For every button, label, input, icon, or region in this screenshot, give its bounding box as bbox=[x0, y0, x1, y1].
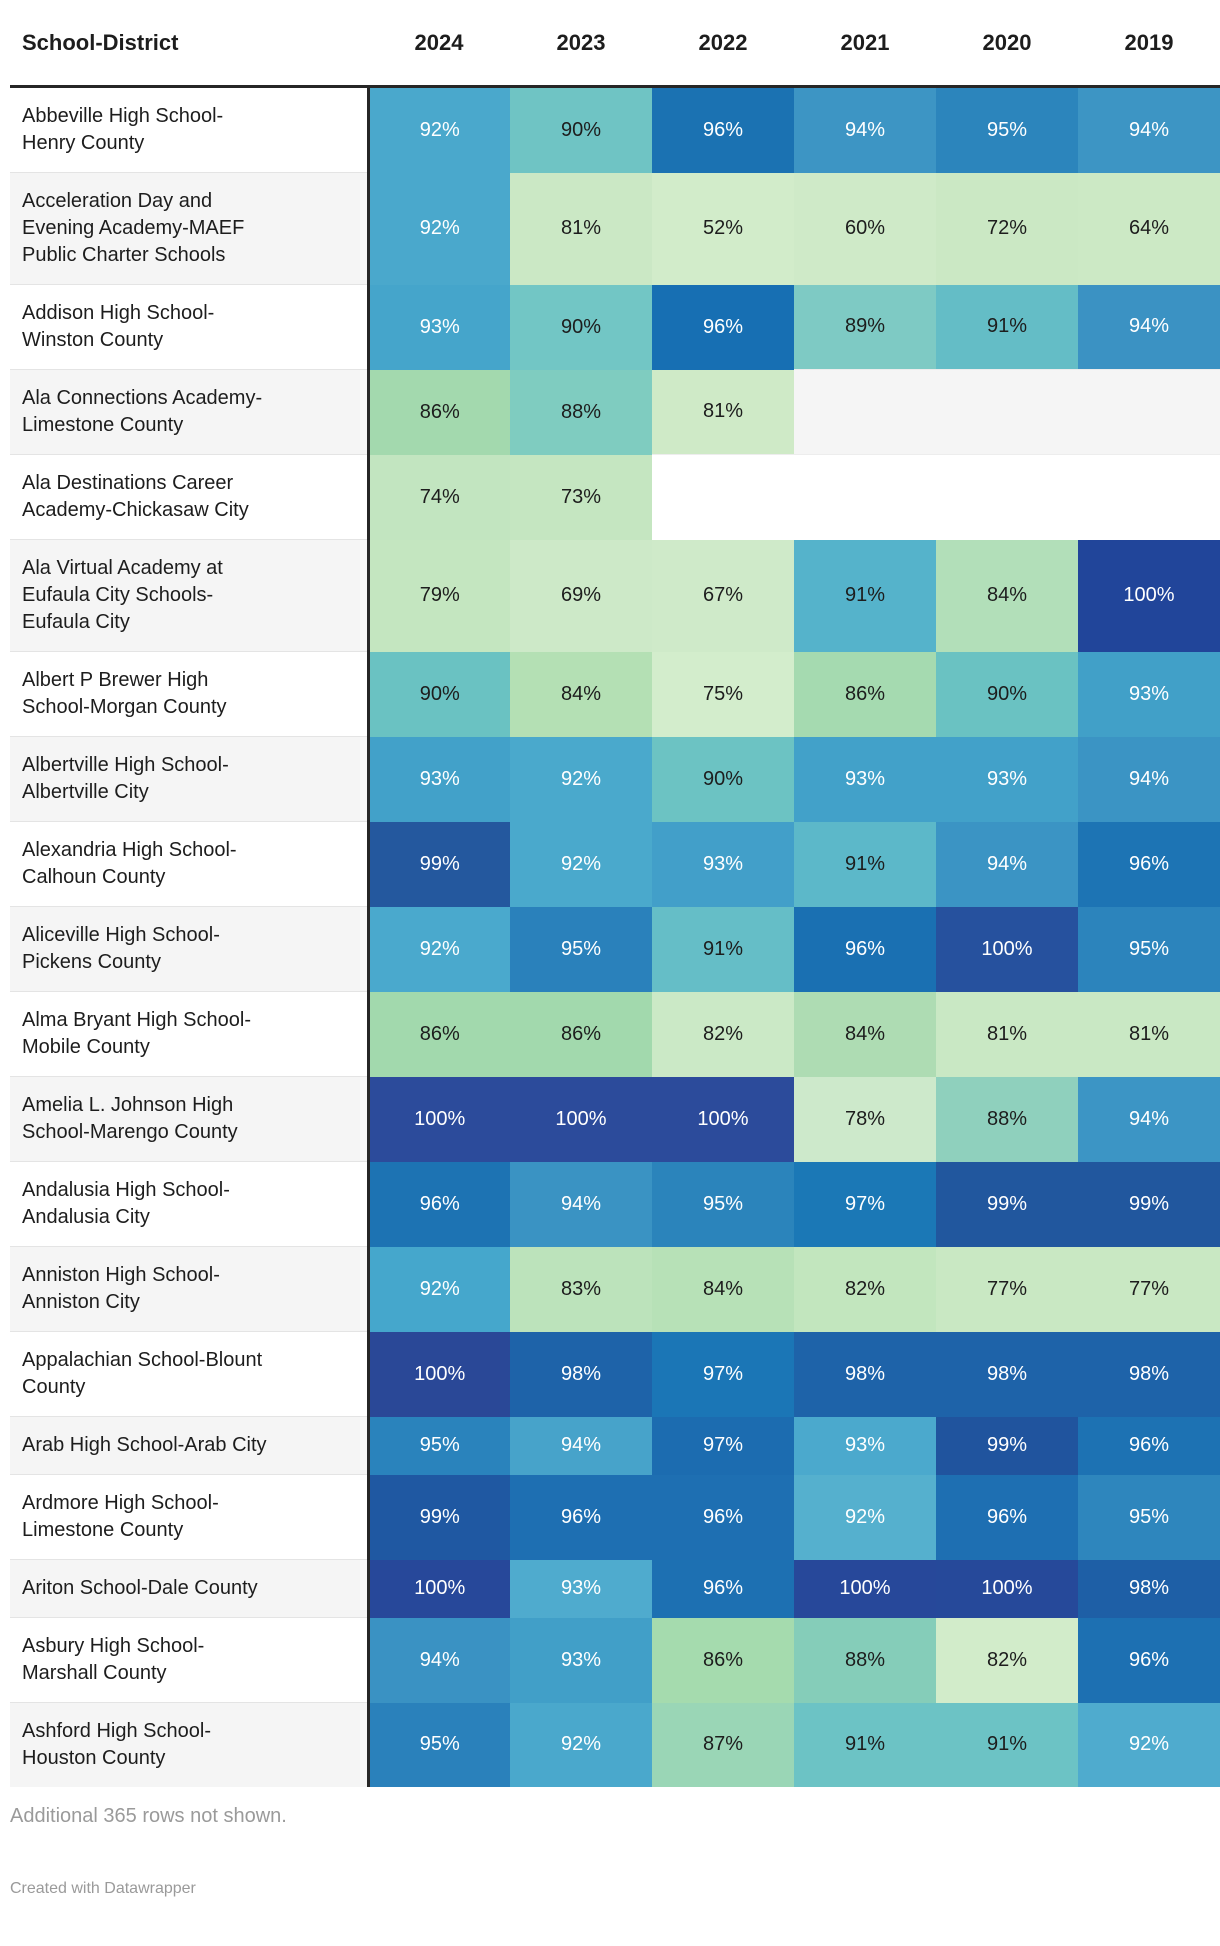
value-cell: 95% bbox=[1078, 907, 1220, 992]
value-cell: 88% bbox=[936, 1077, 1078, 1162]
value-cell: 97% bbox=[794, 1162, 936, 1247]
table-row bbox=[10, 173, 1220, 285]
value-cell: 97% bbox=[652, 1332, 794, 1417]
value-cell: 92% bbox=[510, 1703, 652, 1788]
value-cell: 96% bbox=[794, 907, 936, 992]
value-cell: 75% bbox=[652, 652, 794, 737]
row-label: Ariton School-Dale County bbox=[10, 1560, 368, 1618]
value-cell: 96% bbox=[1078, 1618, 1220, 1703]
row-label: Albert P Brewer High School-Morgan County bbox=[10, 652, 368, 737]
value-cell: 86% bbox=[652, 1618, 794, 1703]
value-cell: 99% bbox=[936, 1417, 1078, 1475]
value-cell: 82% bbox=[652, 992, 794, 1077]
value-cell: 96% bbox=[652, 1475, 794, 1560]
value-cell: 96% bbox=[652, 1560, 794, 1618]
column-header-2019: 2019 bbox=[1124, 29, 1174, 55]
value-cell: 93% bbox=[510, 1618, 652, 1703]
value-cell: 98% bbox=[1078, 1332, 1220, 1417]
value-cell: 100% bbox=[1078, 540, 1220, 652]
table-row bbox=[10, 285, 1220, 370]
value-cell: 78% bbox=[794, 1077, 936, 1162]
value-cell: 99% bbox=[368, 1475, 510, 1560]
table-row bbox=[10, 737, 1220, 822]
value-cell: 81% bbox=[1078, 992, 1220, 1077]
value-cell: 91% bbox=[936, 1703, 1078, 1788]
column-header-2023: 2023 bbox=[556, 29, 606, 55]
value-cell: 92% bbox=[794, 1475, 936, 1560]
value-cell: 64% bbox=[1078, 173, 1220, 285]
row-label: Addison High School- Winston County bbox=[10, 285, 368, 370]
table-row bbox=[10, 992, 1220, 1077]
value-cell: 96% bbox=[510, 1475, 652, 1560]
value-cell: 94% bbox=[794, 87, 936, 173]
value-cell: 95% bbox=[510, 907, 652, 992]
table-row bbox=[10, 1475, 1220, 1560]
empty-cell bbox=[652, 455, 794, 540]
row-label: Alexandria High School- Calhoun County bbox=[10, 822, 368, 907]
value-cell: 74% bbox=[368, 455, 510, 540]
row-label: Alma Bryant High School- Mobile County bbox=[10, 992, 368, 1077]
value-cell: 87% bbox=[652, 1703, 794, 1788]
column-header-2020: 2020 bbox=[982, 29, 1032, 55]
table-row bbox=[10, 1332, 1220, 1417]
value-cell: 95% bbox=[368, 1703, 510, 1788]
row-label: Abbeville High School- Henry County bbox=[10, 87, 368, 173]
value-cell: 95% bbox=[1078, 1475, 1220, 1560]
row-label: Ardmore High School- Limestone County bbox=[10, 1475, 368, 1560]
value-cell: 94% bbox=[936, 822, 1078, 907]
value-cell: 84% bbox=[510, 652, 652, 737]
value-cell: 99% bbox=[936, 1162, 1078, 1247]
value-cell: 88% bbox=[510, 370, 652, 455]
row-label: Acceleration Day and Evening Academy-MAEF Public Charter Schools bbox=[10, 173, 368, 285]
value-cell: 90% bbox=[936, 652, 1078, 737]
value-cell: 82% bbox=[936, 1618, 1078, 1703]
row-label: Albertville High School- Albertville City bbox=[10, 737, 368, 822]
graduation-rate-table bbox=[10, 0, 1220, 1787]
value-cell: 88% bbox=[794, 1618, 936, 1703]
value-cell: 84% bbox=[794, 992, 936, 1077]
row-label: Anniston High School- Anniston City bbox=[10, 1247, 368, 1332]
table-row bbox=[10, 455, 1220, 540]
value-cell: 94% bbox=[510, 1417, 652, 1475]
table-row bbox=[10, 87, 1220, 173]
value-cell: 98% bbox=[1078, 1560, 1220, 1618]
empty-cell bbox=[936, 455, 1078, 540]
value-cell: 91% bbox=[936, 285, 1078, 370]
value-cell: 98% bbox=[510, 1332, 652, 1417]
row-label: Aliceville High School- Pickens County bbox=[10, 907, 368, 992]
row-label: Ala Virtual Academy at Eufaula City Schools- Eufaula City bbox=[10, 540, 368, 652]
value-cell: 92% bbox=[510, 822, 652, 907]
value-cell: 84% bbox=[936, 540, 1078, 652]
value-cell: 100% bbox=[368, 1560, 510, 1618]
value-cell: 86% bbox=[510, 992, 652, 1077]
row-label: Arab High School-Arab City bbox=[10, 1417, 368, 1475]
value-cell: 93% bbox=[794, 737, 936, 822]
value-cell: 99% bbox=[368, 822, 510, 907]
empty-cell bbox=[936, 370, 1078, 455]
value-cell: 92% bbox=[368, 173, 510, 285]
value-cell: 95% bbox=[368, 1417, 510, 1475]
value-cell: 69% bbox=[510, 540, 652, 652]
value-cell: 84% bbox=[652, 1247, 794, 1332]
value-cell: 94% bbox=[1078, 737, 1220, 822]
value-cell: 86% bbox=[794, 652, 936, 737]
column-header-school-district: School-District bbox=[22, 29, 179, 55]
value-cell: 82% bbox=[794, 1247, 936, 1332]
value-cell: 93% bbox=[1078, 652, 1220, 737]
value-cell: 96% bbox=[936, 1475, 1078, 1560]
value-cell: 92% bbox=[368, 907, 510, 992]
value-cell: 86% bbox=[368, 992, 510, 1077]
value-cell: 100% bbox=[936, 907, 1078, 992]
value-cell: 86% bbox=[368, 370, 510, 455]
value-cell: 96% bbox=[368, 1162, 510, 1247]
value-cell: 96% bbox=[652, 285, 794, 370]
value-cell: 96% bbox=[1078, 1417, 1220, 1475]
table-row bbox=[10, 652, 1220, 737]
row-label: Andalusia High School- Andalusia City bbox=[10, 1162, 368, 1247]
value-cell: 94% bbox=[1078, 285, 1220, 370]
value-cell: 93% bbox=[652, 822, 794, 907]
value-cell: 98% bbox=[936, 1332, 1078, 1417]
value-cell: 100% bbox=[510, 1077, 652, 1162]
value-cell: 77% bbox=[936, 1247, 1078, 1332]
row-label: Asbury High School- Marshall County bbox=[10, 1618, 368, 1703]
value-cell: 73% bbox=[510, 455, 652, 540]
row-label: Appalachian School-Blount County bbox=[10, 1332, 368, 1417]
row-label: Ala Connections Academy- Limestone County bbox=[10, 370, 368, 455]
value-cell: 91% bbox=[652, 907, 794, 992]
empty-cell bbox=[1078, 370, 1220, 455]
empty-cell bbox=[1078, 455, 1220, 540]
row-label: Amelia L. Johnson High School-Marengo County bbox=[10, 1077, 368, 1162]
table-row bbox=[10, 1247, 1220, 1332]
column-header-2021: 2021 bbox=[840, 29, 890, 55]
value-cell: 96% bbox=[652, 87, 794, 173]
value-cell: 77% bbox=[1078, 1247, 1220, 1332]
value-cell: 93% bbox=[368, 737, 510, 822]
value-cell: 100% bbox=[652, 1077, 794, 1162]
table-row bbox=[10, 540, 1220, 652]
value-cell: 90% bbox=[652, 737, 794, 822]
column-header-2024: 2024 bbox=[414, 29, 464, 55]
footnote: Additional 365 rows not shown. bbox=[10, 1805, 287, 1827]
value-cell: 81% bbox=[510, 173, 652, 285]
value-cell: 100% bbox=[368, 1332, 510, 1417]
value-cell: 92% bbox=[368, 87, 510, 173]
row-label: Ashford High School- Houston County bbox=[10, 1703, 368, 1788]
table-row bbox=[10, 1077, 1220, 1162]
value-cell: 83% bbox=[510, 1247, 652, 1332]
value-cell: 93% bbox=[368, 285, 510, 370]
column-header-2022: 2022 bbox=[698, 29, 748, 55]
value-cell: 81% bbox=[652, 370, 794, 455]
table-row bbox=[10, 1560, 1220, 1618]
value-cell: 60% bbox=[794, 173, 936, 285]
empty-cell bbox=[794, 455, 936, 540]
value-cell: 97% bbox=[652, 1417, 794, 1475]
value-cell: 94% bbox=[1078, 87, 1220, 173]
table-row bbox=[10, 1162, 1220, 1247]
value-cell: 93% bbox=[794, 1417, 936, 1475]
value-cell: 94% bbox=[368, 1618, 510, 1703]
value-cell: 91% bbox=[794, 1703, 936, 1788]
value-cell: 92% bbox=[368, 1247, 510, 1332]
value-cell: 92% bbox=[1078, 1703, 1220, 1788]
table-row bbox=[10, 370, 1220, 455]
value-cell: 72% bbox=[936, 173, 1078, 285]
value-cell: 99% bbox=[1078, 1162, 1220, 1247]
value-cell: 90% bbox=[510, 87, 652, 173]
table-row bbox=[10, 822, 1220, 907]
table-row bbox=[10, 1618, 1220, 1703]
table-row bbox=[10, 1703, 1220, 1788]
value-cell: 98% bbox=[794, 1332, 936, 1417]
value-cell: 91% bbox=[794, 822, 936, 907]
value-cell: 92% bbox=[510, 737, 652, 822]
table-row bbox=[10, 907, 1220, 992]
value-cell: 90% bbox=[510, 285, 652, 370]
value-cell: 91% bbox=[794, 540, 936, 652]
value-cell: 81% bbox=[936, 992, 1078, 1077]
value-cell: 79% bbox=[368, 540, 510, 652]
value-cell: 67% bbox=[652, 540, 794, 652]
value-cell: 93% bbox=[936, 737, 1078, 822]
value-cell: 52% bbox=[652, 173, 794, 285]
value-cell: 100% bbox=[794, 1560, 936, 1618]
datawrapper-credit-link[interactable]: Created with Datawrapper bbox=[10, 1880, 196, 1897]
value-cell: 89% bbox=[794, 285, 936, 370]
value-cell: 95% bbox=[936, 87, 1078, 173]
table-row bbox=[10, 1417, 1220, 1475]
value-cell: 100% bbox=[936, 1560, 1078, 1618]
value-cell: 93% bbox=[510, 1560, 652, 1618]
empty-cell bbox=[794, 370, 936, 455]
value-cell: 94% bbox=[510, 1162, 652, 1247]
value-cell: 100% bbox=[368, 1077, 510, 1162]
value-cell: 90% bbox=[368, 652, 510, 737]
value-cell: 94% bbox=[1078, 1077, 1220, 1162]
header-row bbox=[10, 0, 1220, 87]
value-cell: 96% bbox=[1078, 822, 1220, 907]
value-cell: 95% bbox=[652, 1162, 794, 1247]
row-label: Ala Destinations Career Academy-Chickasaw City bbox=[10, 455, 368, 540]
